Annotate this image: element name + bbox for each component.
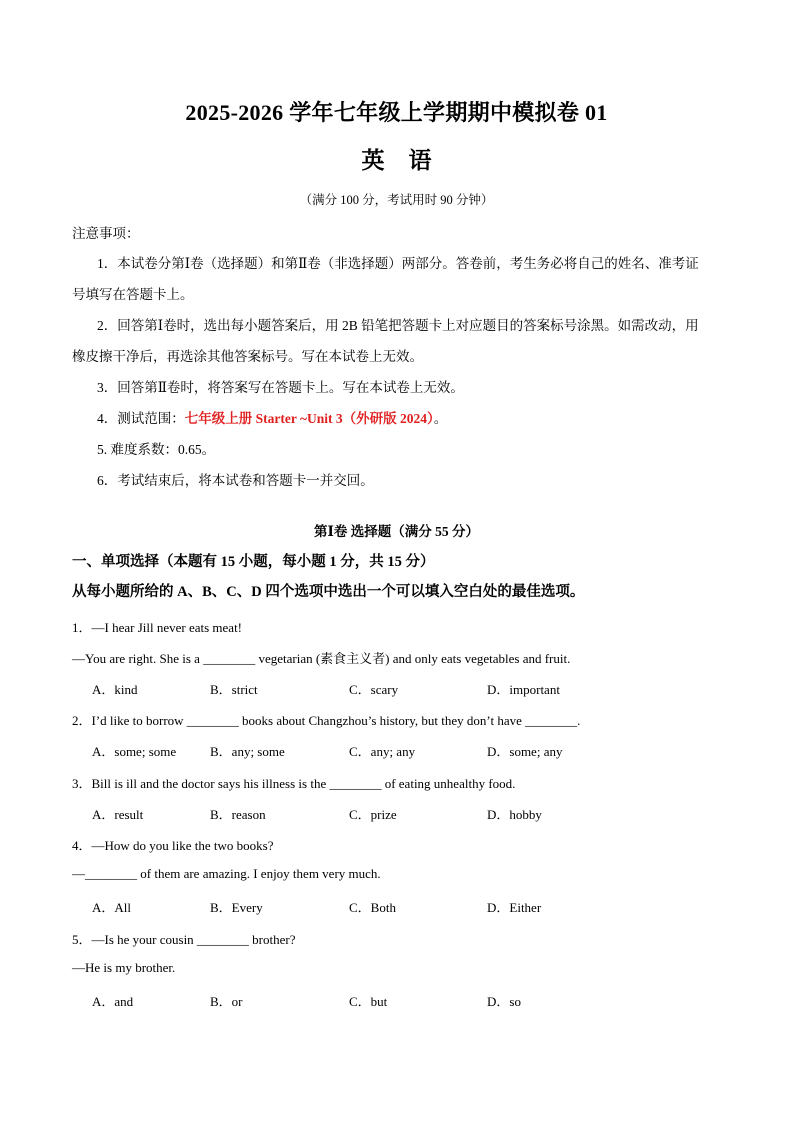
note-6: 6．考试结束后，将本试卷和答题卡一并交回。 (97, 473, 374, 488)
test-scope: 七年级上册 Starter ~Unit 3（外研版 2024） (184, 411, 434, 426)
question-2-options (92, 741, 652, 759)
question-2-option-b: B．any; some (210, 744, 285, 759)
question-4-option-b: B．Every (210, 900, 263, 915)
part-1-heading: 一、单项选择（本题有 15 小题，每小题 1 分，共 15 分） (72, 554, 435, 570)
note-2-line-2: 橡皮擦干净后，再选涂其他答案标号。写在本试卷上无效。 (72, 349, 423, 364)
question-1-option-c: C．scary (349, 682, 399, 697)
note-1-line-1: 1．本试卷分第Ⅰ卷（选择题）和第Ⅱ卷（非选择题）两部分。答卷前，考生务必将自己的姓名、准考证 (97, 256, 699, 271)
question-1-options (92, 679, 652, 697)
question-1-option-a: A．kind (92, 682, 138, 697)
question-3-option-b: B．reason (210, 807, 266, 822)
exam-meta: （满分 100 分，考试用时 90 分钟） (299, 193, 494, 207)
question-3-options (92, 804, 652, 822)
question-1-option-d: D．important (487, 682, 560, 697)
note-5: 5. 难度系数：0.65。 (97, 442, 216, 457)
question-4-options (92, 897, 652, 915)
question-3-option-a: A．result (92, 807, 144, 822)
question-5-option-a: A．and (92, 994, 134, 1009)
question-2-option-d: D．some; any (487, 744, 563, 759)
section-title: 第Ⅰ卷 选择题（满分 55 分） (314, 524, 479, 539)
note-2-line-1: 2．回答第Ⅰ卷时，选出每小题答案后，用 2B 铅笔把答题卡上对应题目的答案标号涂黑。如需改动，用 (97, 318, 699, 333)
note-1-line-2: 号填写在答题卡上。 (72, 287, 194, 302)
notes-heading: 注意事项： (72, 226, 140, 241)
question-5-option-d: D．so (487, 994, 521, 1009)
question-5-options (92, 991, 652, 1009)
question-3-option-d: D．hobby (487, 807, 542, 822)
question-5-option-b: B．or (210, 994, 243, 1009)
question-4-option-c: C．Both (349, 900, 396, 915)
question-2-option-a: A．some; some (92, 744, 177, 759)
exam-subject: 英语 (361, 148, 456, 173)
exam-title: 2025-2026 学年七年级上学期期中模拟卷 01 (185, 100, 608, 125)
note-3: 3．回答第Ⅱ卷时，将答案写在答题卡上。写在本试卷上无效。 (97, 380, 464, 395)
question-4-reply: —________ of them are amazing. I enjoy them very much. (72, 866, 381, 881)
question-3-option-c: C．prize (349, 807, 397, 822)
note-4-prefix: 4．测试范围： (97, 411, 185, 426)
question-1-reply: —You are right. She is a ________ vegetarian (素食主义者) and only eats vegetables and fruit. (72, 651, 571, 666)
note-4-suffix: 。 (433, 411, 448, 426)
question-2-stem: 2．I’d like to borrow ________ books about Changzhou’s history, but they don’t have ________. (72, 713, 581, 728)
question-1-stem: 1．—I hear Jill never eats meat! (72, 620, 243, 635)
question-2-option-c: C．any; any (349, 744, 416, 759)
question-4-stem: 4．—How do you like the two books? (72, 838, 274, 853)
question-4-option-d: D．Either (487, 900, 542, 915)
question-5-reply: —He is my brother. (72, 960, 176, 975)
question-5-option-c: C．but (349, 994, 388, 1009)
part-1-instruction: 从每小题所给的 A、B、C、D 四个选项中选出一个可以填入空白处的最佳选项。 (72, 584, 585, 600)
question-4-option-a: A．All (92, 900, 132, 915)
question-1-option-b: B．strict (210, 682, 258, 697)
question-5-stem: 5．—Is he your cousin ________ brother? (72, 932, 296, 947)
note-4 (97, 407, 447, 427)
question-3-stem: 3．Bill is ill and the doctor says his illness is the ________ of eating unhealthy food. (72, 776, 516, 791)
